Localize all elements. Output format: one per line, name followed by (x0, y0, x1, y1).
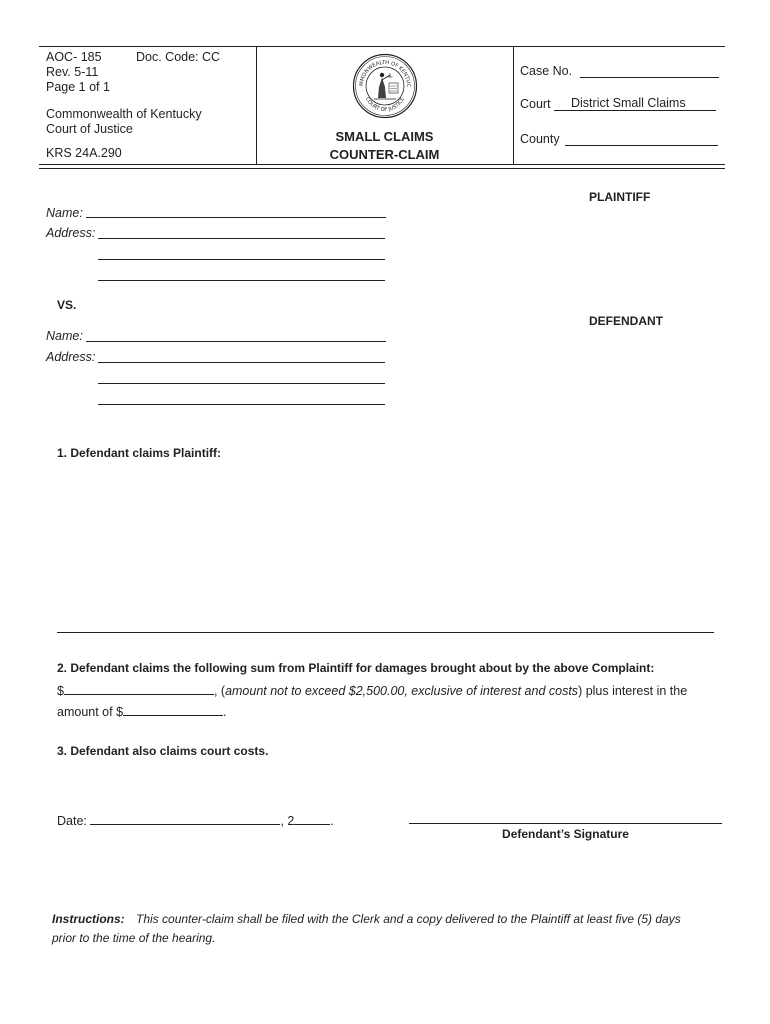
date-label: Date: (57, 814, 87, 828)
header-bottom-rule-double (39, 168, 725, 169)
signature-field[interactable] (409, 823, 722, 824)
plaintiff-name-field[interactable] (86, 217, 386, 218)
state-name: Commonwealth of Kentucky (46, 107, 202, 121)
court-label: Court (520, 97, 551, 111)
item3-heading: 3. Defendant also claims court costs. (57, 744, 269, 758)
item2-amount-of-label: amount of $ (57, 705, 124, 719)
defendant-address-line2[interactable] (98, 383, 385, 384)
instructions-line2: prior to the time of the hearing. (52, 931, 216, 945)
item2-line2 (57, 703, 227, 720)
form-title-line2: COUNTER-CLAIM (329, 147, 440, 162)
plaintiff-name-label: Name: (46, 206, 83, 220)
versus-label: VS. (57, 298, 77, 312)
kentucky-seal-icon (352, 53, 418, 119)
doc-code: Doc. Code: CC (136, 50, 221, 64)
page-count: Page 1 of 1 (46, 80, 110, 94)
date-row (57, 812, 334, 829)
county-label: County (520, 132, 560, 146)
item2-period: . (223, 705, 227, 719)
form-title-line1: SMALL CLAIMS (335, 129, 434, 144)
header-top-rule (39, 46, 725, 47)
svg-text:COMMONWEALTH OF KENTUCKY: MMONWEALTH OF KENTUC (358, 59, 412, 88)
case-number-label: Case No. (520, 64, 573, 78)
item2-text-prefix: , ( (213, 684, 226, 698)
form-number: AOC- 185 (46, 50, 102, 64)
date-field[interactable] (90, 812, 280, 825)
plaintiff-address-line1[interactable] (98, 238, 385, 239)
plaintiff-address-label: Address: (46, 226, 96, 240)
item2-line1 (57, 682, 687, 699)
defendant-name-label: Name: (46, 329, 83, 343)
revision: Rev. 5-11 (46, 65, 99, 79)
item1-claim-rule (57, 632, 714, 633)
defendant-address-line1[interactable] (98, 362, 385, 363)
plaintiff-address-line2[interactable] (98, 259, 385, 260)
item2-interest-field[interactable] (123, 703, 223, 716)
defendant-role-label: DEFENDANT (589, 314, 663, 328)
item2-limit-note: amount not to exceed $2,500.00, exclusive of interest and costs (225, 684, 579, 698)
year-field[interactable] (294, 812, 330, 825)
header-divider-right (513, 46, 514, 164)
court-system: Court of Justice (46, 122, 133, 136)
item2-sum-field[interactable] (64, 682, 214, 695)
item2-heading: 2. Defendant claims the following sum from Plaintiff for damages brought about by the above Complaint: (57, 661, 655, 675)
item2-dollar-sign: $ (57, 684, 64, 698)
item1-claim-area[interactable] (57, 468, 714, 628)
case-number-field[interactable] (580, 77, 719, 78)
signature-label: Defendant’s Signature (502, 827, 629, 841)
plaintiff-role-label: PLAINTIFF (589, 190, 651, 204)
county-field[interactable] (565, 145, 718, 146)
statute: KRS 24A.290 (46, 146, 122, 160)
defendant-address-line3[interactable] (98, 404, 385, 405)
year-prefix: , 2 (280, 814, 295, 828)
instructions-line1 (52, 912, 681, 927)
item2-text-suffix: ) plus interest in the (578, 684, 688, 698)
defendant-name-field[interactable] (86, 341, 386, 342)
header-bottom-rule (39, 164, 725, 165)
instructions-text-1: This counter-claim shall be filed with the Clerk and a copy delivered to the Plaintiff at least five (5) days (136, 912, 681, 926)
defendant-address-label: Address: (46, 350, 96, 364)
svg-text:COURT OF JUSTICE: COURT OF JUSTICE (363, 96, 407, 114)
item1-heading: 1. Defendant claims Plaintiff: (57, 446, 222, 460)
year-suffix: . (330, 814, 334, 828)
court-value: District Small Claims (571, 96, 686, 110)
plaintiff-address-line3[interactable] (98, 280, 385, 281)
instructions-label: Instructions: (52, 912, 125, 926)
